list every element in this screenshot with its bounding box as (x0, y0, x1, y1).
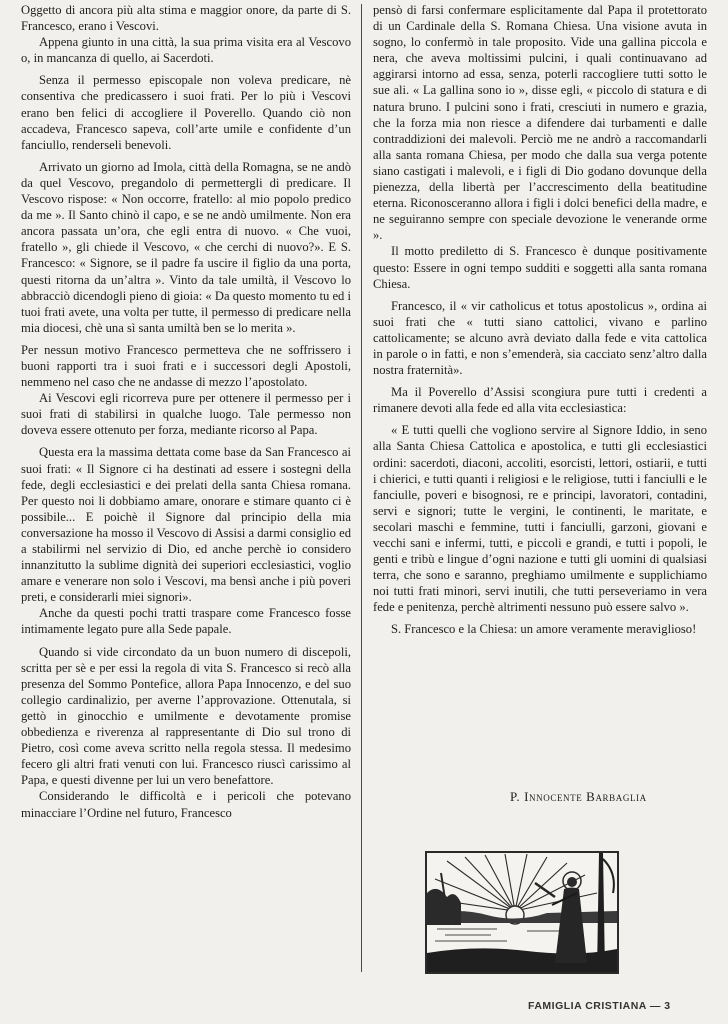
author-prefix: P. (510, 789, 521, 804)
author-name: Innocente Barbaglia (524, 789, 647, 804)
paragraph: Quando si vide circondato da un buon numero di discepoli, scritta per sè e per essi la regola di vita S. Francesco si recò alla presenza del Sommo Pontefice, allora Papa Innocenzo, e del suo collegio cardinalizio, per averne l’approvazione. Ottenutala, si gettò in ginocchio e umilmente e devotamente promise obbedienza e riverenza al rappresentante di Dio sul trono di Pietro, così come aveva scritto nella regola stessa. Il medesimo fecero gli altri frati venuti con lui. Francesco riuscì carissimo al Papa, e questi divenne per lui un vero benefattore. (21, 644, 351, 788)
column-divider (361, 4, 362, 972)
paragraph: Anche da questi pochi tratti traspare come Francesco fosse intimamente legato pure alla Sede papale. (21, 606, 351, 637)
paragraph: Questa era la massima dettata come base da San Francesco ai suoi frati: « Il Signore ci ha destinati ad essere i sostegni della fede, degli ecclesiastici e dei prelati della santa Chiesa romana. Per questo noi li dobbiamo amare, onorare e stimare quanto ci è possibile... E poichè il Signore dal principio della mia conversazione ha mosso il Vescovo di Assisi a darmi consiglio ed a stabilirmi nel servizio di Dio, ed anche perchè io considero innanzitutto la sublime dignità dei superiori ecclesiastici, voglio amare e venerare non solo i Vescovi, ma bensì anche i più poveri preti, e considerarli miei signori». (21, 445, 351, 605)
left-column (21, 2, 351, 821)
illustration (425, 851, 619, 974)
right-column (373, 2, 707, 638)
paragraph: Per nessun motivo Francesco permetteva che ne soffrissero i buoni rapporti tra i suoi frati e i successori degli Apostoli, nemmeno nel caso che ne andasse di mezzo l’apostolato. (21, 342, 351, 390)
paragraph: Oggetto di ancora più alta stima e maggior onore, da parte di S. Francesco, erano i Vescovi. (21, 3, 351, 34)
paragraph: Il motto prediletto di S. Francesco è dunque positivamente questo: Essere in ogni tempo sudditi e soggetti alla santa romana Chiesa. (373, 244, 707, 291)
paragraph: Francesco, il « vir catholicus et totus apostolicus », ordina ai suoi frati che « tutti siano cattolici, vivano e parlino cattolicamente; se alcuno avrà deviato dalla fede e vita cattolica in parole o in fatti, e non s’emenderà, sia cacciato senz’altro dalla nostra fraternità». (373, 298, 707, 378)
quotation: « E tutti quelli che vogliono servire al Signore Iddio, in seno alla Santa Chiesa Cattolica e apostolica, e tutti gli ecclesiastici ordini: sacerdoti, diaconi, accoliti, esorcisti, lettori, ostiarii, e tutti i chierici, e tutti quanti i religiosi e le religiose, tutti i fanciulli e le fanciulle, poveri e bisognosi, re e principi, lavoratori, contadini, servi e signori; tutte le vergini, le continenti, le maritate, e secolari maschi e femmine, tutti i fanciulli, garzoni, giovani e vecchi sani e infermi, tutti, e piccoli e grandi, e tutti i popoli, le genti e tribù e lingue d’ogni nazione e tutti gli uomini di qualsiasi terra, che sono e saranno, preghiamo umilmente e supplichiamo noi tutti frati minori, servi inutili, che tutti perseveriamo in vera fede e penitenza, perchè altrimenti nessuno può essere salvo ». (373, 423, 707, 615)
paragraph: Ma il Poverello d’Assisi scongiura pure tutti i credenti a rimanere devoti alla fede ed alla vita ecclesiastica: (373, 385, 707, 416)
paragraph: Considerando le difficoltà e i pericoli che potevano minacciare l’Ordine nel futuro, Francesco (21, 789, 351, 820)
author-signature (510, 789, 647, 805)
paragraph: Senza il permesso episcopale non voleva predicare, nè consentiva che predicassero i suoi frati. Per lo più i Vescovi erano ben felici di accogliere il Poverello. Quando ciò non accadeva, Francesco sapeva, coll’arte umile e confidente d’un fanciullo, renderseli benevoli. (21, 73, 351, 152)
paragraph: Arrivato un giorno ad Imola, città della Romagna, se ne andò da quel Vescovo, pregandolo di permettergli di predicare. Il Vescovo rispose: « Non occorre, fratello: al mio popolo predico da me ». Il Santo chinò il capo, e se ne andò umilmente. Non era ancora passata un’ora, che egli entra di nuovo. « Che vuoi, fratello », gli chiede il Vescovo, « che cerchi di nuovo?». E S. Francesco: « Signore, se il padre fa uscire il figlio da una porta, questi ritorna da un’altra ». Vinto da tale umiltà, il Vescovo lo abbracciò dicendogli pieno di gioia: « Da questo momento tu ed i tuoi frati avete, una volta per tutte, il permesso di predicare nella mia diocesi, chè una sì santa umiltà ben se lo merita ». (21, 159, 351, 335)
paragraph: S. Francesco e la Chiesa: un amore veramente meraviglioso! (391, 622, 697, 637)
page-footer: FAMIGLIA CRISTIANA — 3 (528, 1000, 671, 1012)
paragraph: pensò di farsi confermare esplicitamente dal Papa il protettorato di un Cardinale della S. Romana Chiesa. Una visione avuta in sogno, lo confermò in tale proposito. Vide una gallina piccola e nera, che aveva moltissimi pulcini, i quali continuavano ad aggirarsi intorno ad essa, senza, poterli raccogliere tutti sotto le sue ali. « La gallina sono io », disse egli, « piccolo di statura e di natura bruno. I pulcini sono i frati, cresciuti in numero e grazia, che la forza mia non riesce a difendere dai turbamenti e dalle contraddizioni dei malevoli. Perciò me ne andrò a raccomandarli alla santa romana Chiesa, per modo che dalla sua verga potente siano castigati i malevoli, e i figli di Dio godano dovunque della pienezza, della libertà per l’accrescimento della beatitudine eterna. Riconosceranno allora i figli i dolci benefici della madre, e ne seguiranno sempre con speciale devozione le venerande orme ». (373, 3, 707, 243)
saint-at-sunset-illustration (427, 853, 617, 972)
paragraph: Ai Vescovi egli ricorreva pure per ottenere il permesso per i suoi frati di stabilirsi in qualche luogo. Tale permesso non doveva essere ottenuto per forza, mediante ricorso al Papa. (21, 391, 351, 438)
paragraph: Appena giunto in una città, la sua prima visita era al Vescovo o, in mancanza di quello, ai Sacerdoti. (21, 35, 351, 66)
